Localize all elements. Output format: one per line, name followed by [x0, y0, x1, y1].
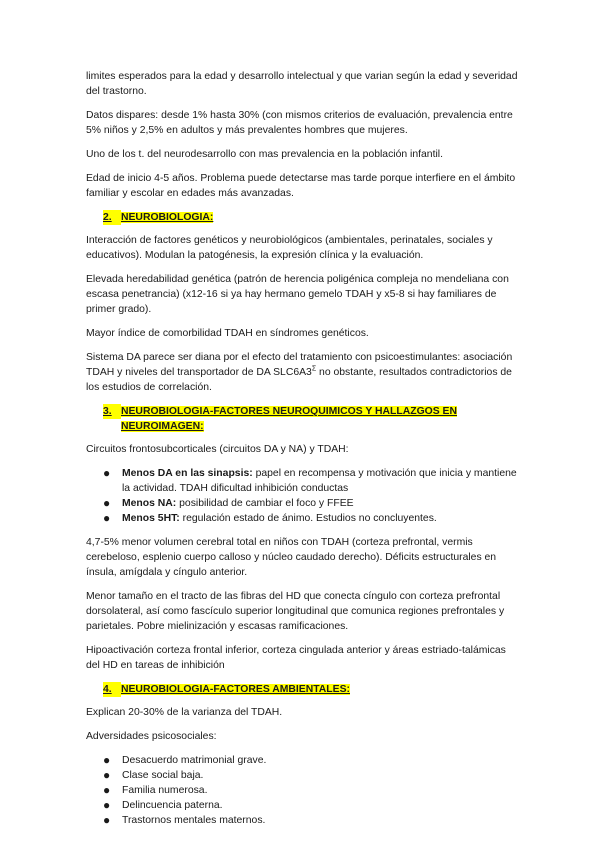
section-heading-neurobiologia	[86, 210, 518, 225]
list-item	[86, 783, 518, 798]
section-title: NEUROBIOLOGIA:	[121, 212, 214, 223]
list-item	[86, 466, 518, 496]
paragraph: Hipoactivación corteza frontal inferior, corteza cingulada anterior y áreas estriado-talámicas del HD en tareas de inhibición	[86, 645, 506, 671]
bullet-icon: ●	[103, 496, 111, 510]
list-item-text: Desacuerdo matrimonial grave.	[122, 755, 267, 766]
bullet-icon: ●	[103, 783, 111, 797]
bullet-icon: ●	[103, 466, 111, 480]
list-item-text: Clase social baja.	[122, 770, 204, 781]
paragraph: Uno de los t. del neurodesarrollo con mas prevalencia en la población infantil.	[86, 149, 443, 160]
list-item	[86, 768, 518, 783]
list-item	[86, 813, 518, 828]
list-item-term: Menos NA:	[122, 498, 177, 509]
paragraph: Adversidades psicosociales:	[86, 731, 217, 742]
paragraph: Elevada heredabilidad genética (patrón de herencia poligénica compleja no mendeliana con escasa penetrancia) (x12-16 si ya hay hermano gemelo TDAH y x5-8 si hay familiares de primer grado).	[86, 274, 509, 315]
section-heading-neuroquimicos	[86, 404, 518, 434]
paragraph: Menor tamaño en el tracto de las fibras del HD que conecta cíngulo con corteza prefrontal dorsolateral, así como fascículo superior longitudinal que comunica regiones prefrontales y parietales. Pobre mielinización y escasas ramificaciones.	[86, 591, 505, 632]
list-item	[86, 496, 518, 511]
bullet-icon: ●	[103, 511, 111, 525]
bullet-icon: ●	[103, 813, 111, 827]
paragraph: Circuitos frontosubcorticales (circuitos DA y NA) y TDAH:	[86, 444, 349, 455]
list-item	[86, 798, 518, 813]
bullet-icon: ●	[103, 768, 111, 782]
section-title: NEUROBIOLOGIA-FACTORES AMBIENTALES:	[121, 684, 350, 695]
list-item-term: Menos DA en las sinapsis:	[122, 468, 253, 479]
paragraph: Mayor índice de comorbilidad TDAH en síndromes genéticos.	[86, 328, 369, 339]
paragraph: limites esperados para la edad y desarrollo intelectual y que varian según la edad y severidad del trastorno.	[86, 71, 518, 97]
section-title: NEUROBIOLOGIA-FACTORES NEUROQUIMICOS Y HALLAZGOS EN NEUROIMAGEN:	[121, 406, 457, 432]
section-number: 2.	[103, 210, 121, 225]
paragraph: 4,7-5% menor volumen cerebral total en niños con TDAH (corteza prefrontal, vermis cerebeloso, esplenio cuerpo calloso y núcleo caudado derecho). Déficits estructurales en ínsula, amígdala y cíngulo anterior.	[86, 537, 497, 578]
paragraph: Explican 20-30% de la varianza del TDAH.	[86, 707, 283, 718]
list-item-term: Menos 5HT:	[122, 513, 180, 524]
list-item	[86, 511, 518, 526]
section-number: 3.	[103, 404, 121, 419]
bullet-icon: ●	[103, 798, 111, 812]
list-item-text: Delincuencia paterna.	[122, 800, 223, 811]
paragraph-text: no obstante, resultados contradictorios de los estudios de correlación.	[86, 367, 512, 393]
list-item-text: posibilidad de cambiar el foco y FFEE	[176, 498, 354, 509]
list-item-text: Trastornos mentales maternos.	[122, 815, 266, 826]
list-item	[86, 753, 518, 768]
paragraph: Datos dispares: desde 1% hasta 30% (con mismos criterios de evaluación, prevalencia entre 5% niños y 2,5% en adultos y más prevalentes hombres que mujeres.	[86, 110, 513, 136]
paragraph: Edad de inicio 4-5 años. Problema puede detectarse mas tarde porque interfiere en el ámbito familiar y escolar en edades más avanzadas.	[86, 173, 516, 199]
paragraph-text: Sistema DA parece ser diana por el efecto del tratamiento con psicoestimulantes: asociación TDAH y niveles del transportador de DA SLC6A3	[86, 352, 513, 378]
list-item-text: papel en recompensa y motivación que inicia y mantiene la actividad. TDAH dificultad inhibición conductas	[122, 468, 517, 494]
list-item-text: Familia numerosa.	[122, 785, 208, 796]
bullet-icon: ●	[103, 753, 111, 767]
adversity-list	[86, 753, 518, 828]
section-number: 4.	[103, 682, 121, 697]
paragraph	[86, 350, 518, 395]
list-item-text: regulación estado de ánimo. Estudios no concluyentes.	[179, 513, 437, 524]
document-body	[86, 69, 518, 837]
paragraph: Interacción de factores genéticos y neurobiológicos (ambientales, perinatales, sociales y educativos). Modulan la patogénesis, la expresión clínica y la evaluación.	[86, 235, 493, 261]
superscript-mark: Σ	[311, 365, 317, 373]
section-heading-ambientales	[86, 682, 518, 697]
neurotransmitter-list	[86, 466, 518, 526]
